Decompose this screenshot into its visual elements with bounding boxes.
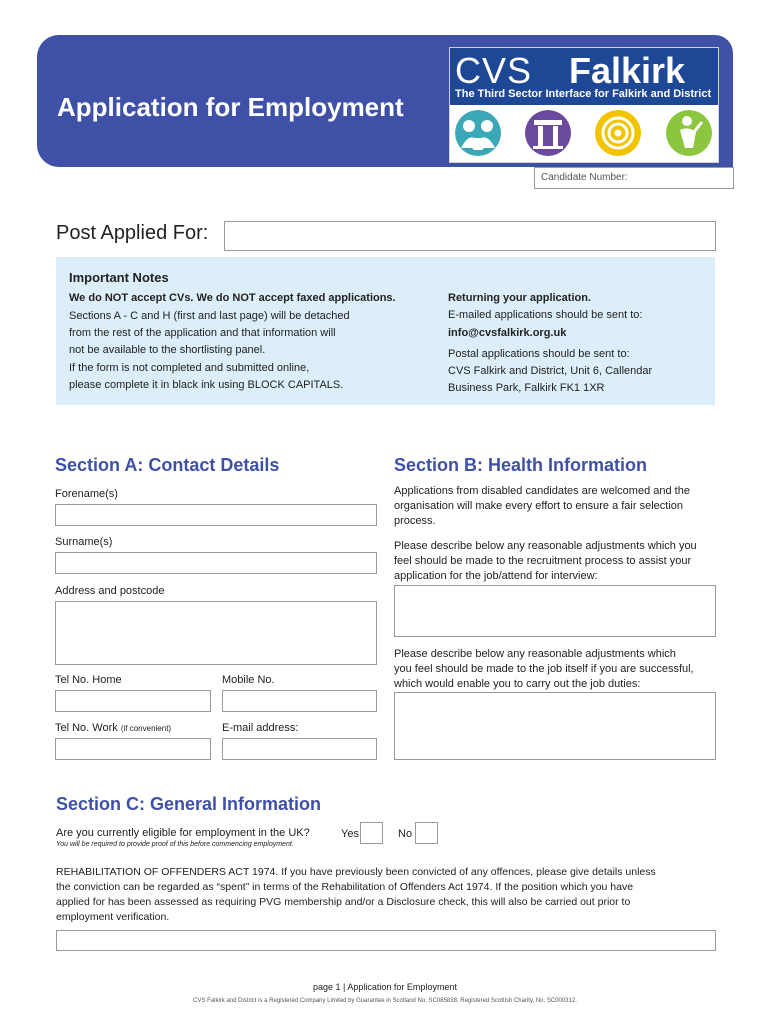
notes-title: Important Notes (69, 270, 169, 285)
rehabilitation-statement (56, 865, 656, 925)
tel-home-input[interactable] (55, 690, 211, 712)
mobile-input[interactable] (222, 690, 377, 712)
section-b-intro-line: Applications from disabled candidates are welcomed and the (394, 485, 690, 497)
cvs-falkirk-logo (449, 47, 719, 163)
address-label: Address and postcode (55, 585, 165, 597)
job-adjustments-question (394, 647, 694, 692)
footer-legal-text: CVS Falkirk and District is a Registered Company Limited by Guarantee in Scotland No. SC085838. Registered Scottish Charity, No. SC000312. (193, 998, 577, 1004)
surname-input[interactable] (55, 552, 377, 574)
tel-home-label: Tel No. Home (55, 674, 122, 686)
page-title: Application for Employment (57, 92, 404, 122)
notes-line: please complete it in black ink using BLOCK CAPITALS. (69, 379, 344, 391)
question-line: Please describe below any reasonable adjustments which you (394, 540, 697, 552)
section-c-heading: Section C: General Information (56, 794, 322, 814)
notes-line: If the form is not completed and submitted online, (69, 362, 310, 374)
statement-line: the conviction can be regarded as “spent” in terms of the Rehabilitation of Offenders Act 1974. If the position which you have (56, 881, 634, 893)
notes-line: Sections A - C and H (first and last page) will be detached (69, 310, 350, 322)
section-a-heading: Section A: Contact Details (55, 455, 280, 475)
section-b-intro (394, 484, 690, 529)
question-line: which would enable you to carry out the job duties: (394, 678, 641, 690)
statement-line: applied for has been assessed as requiring PVG membership and/or a Disclosure check, this will also be carried out prior to (56, 896, 631, 908)
mobile-label: Mobile No. (222, 674, 275, 686)
recruitment-adjustments-question (394, 539, 697, 584)
candidate-number-label: Candidate Number: (541, 172, 628, 183)
eligible-no-checkbox[interactable] (415, 822, 438, 844)
statement-line: REHABILITATION OF OFFENDERS ACT 1974. If you have previously been convicted of any offences, please give details unless (56, 866, 656, 878)
question-line: Please describe below any reasonable adjustments which (394, 648, 676, 660)
email-input[interactable] (222, 738, 377, 760)
eligibility-question: Are you currently eligible for employment in the UK? (56, 827, 310, 839)
job-adjustments-input[interactable] (394, 692, 716, 760)
eligible-no-label: No (398, 828, 413, 840)
eligible-yes-checkbox[interactable] (360, 822, 383, 844)
tel-work-note: (if convenient) (120, 724, 172, 733)
notes-line: not be available to the shortlisting panel. (69, 344, 266, 356)
candidate-number-field[interactable] (534, 167, 734, 189)
tel-work-input[interactable] (55, 738, 211, 760)
notes-postal-text (448, 346, 652, 397)
tel-work-label (55, 722, 171, 734)
section-b-intro-line: process. (394, 515, 436, 527)
important-notes-panel (56, 257, 715, 405)
notes-cv-warning: We do NOT accept CVs. We do NOT accept faxed applications. (69, 292, 396, 304)
notes-line: Business Park, Falkirk FK1 1XR (448, 382, 605, 394)
eligible-yes-label: Yes (341, 828, 359, 840)
statement-line: employment verification. (56, 911, 170, 923)
building-emblem-icon (525, 110, 571, 156)
eligibility-note: You will be required to provide proof of this before commencing employment. (56, 841, 294, 848)
post-applied-label: Post Applied For: (56, 222, 209, 244)
logo-text-cvs: CVS (455, 50, 533, 91)
logo-tagline: The Third Sector Interface for Falkirk and District (455, 88, 712, 100)
email-label: E-mail address: (222, 722, 299, 734)
forename-input[interactable] (55, 504, 377, 526)
question-line: you feel should be made to the job itself if you are successful, (394, 663, 694, 675)
forename-label: Forename(s) (55, 488, 118, 500)
address-input[interactable] (55, 601, 377, 665)
tel-work-label-text: Tel No. Work (55, 722, 118, 734)
notes-email-address[interactable]: info@cvsfalkirk.org.uk (448, 327, 567, 339)
person-emblem-icon (666, 110, 712, 156)
post-applied-input[interactable] (224, 221, 716, 251)
question-line: feel should be made to the recruitment process to assist your (394, 555, 692, 567)
notes-line: CVS Falkirk and District, Unit 6, Callendar (448, 365, 653, 377)
notes-line: from the rest of the application and that information will (69, 327, 336, 339)
logo-banner (450, 48, 718, 105)
surname-label: Surname(s) (55, 536, 113, 548)
question-line: application for the job/attend for interview: (394, 570, 598, 582)
recruitment-adjustments-input[interactable] (394, 585, 716, 637)
footer-page-number: page 1 | Application for Employment (313, 982, 457, 992)
notes-block-capitals-text (69, 360, 343, 394)
notes-detach-text (69, 308, 350, 359)
logo-text-falkirk: Falkirk (569, 50, 686, 91)
notes-email-line: E-mailed applications should be sent to: (448, 309, 643, 321)
section-b-heading: Section B: Health Information (394, 455, 648, 475)
offences-details-input[interactable] (56, 930, 716, 951)
signal-emblem-icon (595, 110, 641, 156)
people-emblem-icon (455, 110, 501, 156)
notes-line: Postal applications should be sent to: (448, 348, 630, 360)
notes-returning-title: Returning your application. (448, 292, 592, 304)
section-b-intro-line: organisation will make every effort to ensure a fair selection (394, 500, 683, 512)
